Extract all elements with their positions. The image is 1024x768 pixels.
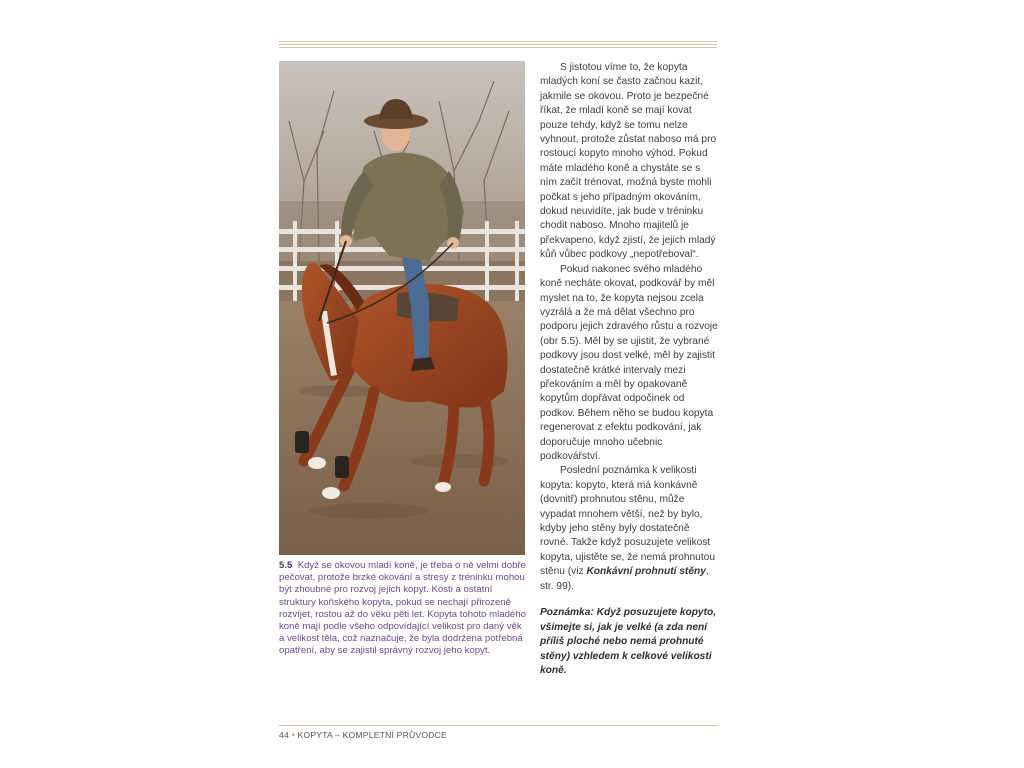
body-text-column: [540, 61, 720, 679]
paragraph-2: Pokud nakonec svého mladého koně necháte okovat, podkovář by měl myslet na to, že kopyta nejsou zcela vyzrálá a že má dělat všechno pro podporu jejich zdravého růstu a rozvoje (obr 5.5). Měl by se ujistit, že vybrané podkovy jsou dost velké, měl by zajistit dostatečně krátké intervaly mezi překováním a měl by opakovaně kopytům dopřávat odpočinek od podkov. Během něho se budou kopyta regenerovat z efektu podkování, jak doporučuje mnoho učebnic podkovářství.: [540, 263, 718, 462]
paragraph-3: [540, 464, 720, 594]
figure-number: 5.5: [279, 560, 293, 571]
paragraph-3-start: Poslední poznámka k velikosti kopyta: kopyto, která má konkávně (dovnitř) prohnutou stěnu, může vypadat mnohem větší, než by bylo, kdyby jeho stěny byly dostatečně rovné. Takže když posuzujete velikost kopyta, ujistěte se, že nemá prohnutou stěnu (viz: [540, 465, 715, 578]
paragraph-3-end: , str. 99).: [540, 566, 709, 592]
figure-caption-text: Když se okovou mladí koně, je třeba o ně velmi dobře pečovat, protože brzké okování a stresy z tréninku mohou být zhoubné pro rozvoj jejich kopyt. Kosti a ostatní struktury koňského kopyta, pokud se nechají přirozeně rozvíjet, rostou až do věku pěti let. Kopyta tohoto mladého koně mají podle všeho odpovídající velikost pro daný věk a velikost těla, což naznačuje, že byla dodržena potřebná opatření, aby se zajistil správný rozvoj jeho kopyt.: [279, 560, 526, 657]
page-number: 44: [279, 730, 289, 740]
figure-photo-rider-on-horse: [279, 61, 525, 555]
figure-caption: [279, 560, 529, 658]
page-footer: [279, 730, 447, 740]
book-title: KOPYTA – KOMPLETNÍ PRŮVODCE: [297, 730, 447, 740]
cross-reference-link: Konkávní prohnutí stěny: [586, 566, 706, 578]
footer-separator-dot: •: [291, 730, 295, 740]
paragraph-1: S jistotou víme to, že kopyta mladých koní se často začnou kazit, jakmile se okovou. Proto je bezpečné říkat, že mladí koně se mají kovat pouze tehdy, když se tomu nelze vyhnout, protože zůstat naboso má pro rostoucí kopyto mnoho výhod. Pokud máte mladého koně a chystáte se s ním začít trénovat, možná byste mohli počkat s jeho případným okováním, dokud neuvidíte, jak bude v tréninku chodit naboso. Mnoho majitelů je překvapeno, když zjistí, že jejich mladý kůň vůbec podkovy „nepotřeboval“.: [540, 62, 717, 261]
note-paragraph: Poznámka: Když posuzujete kopyto, všimejte si, jak je velké (a zda není příliš ploché nebo nemá prohnuté stěny) vzhledem k celkové velikosti koně.: [540, 607, 717, 677]
top-decorative-rule: [279, 41, 717, 49]
bottom-rule: [279, 725, 717, 726]
